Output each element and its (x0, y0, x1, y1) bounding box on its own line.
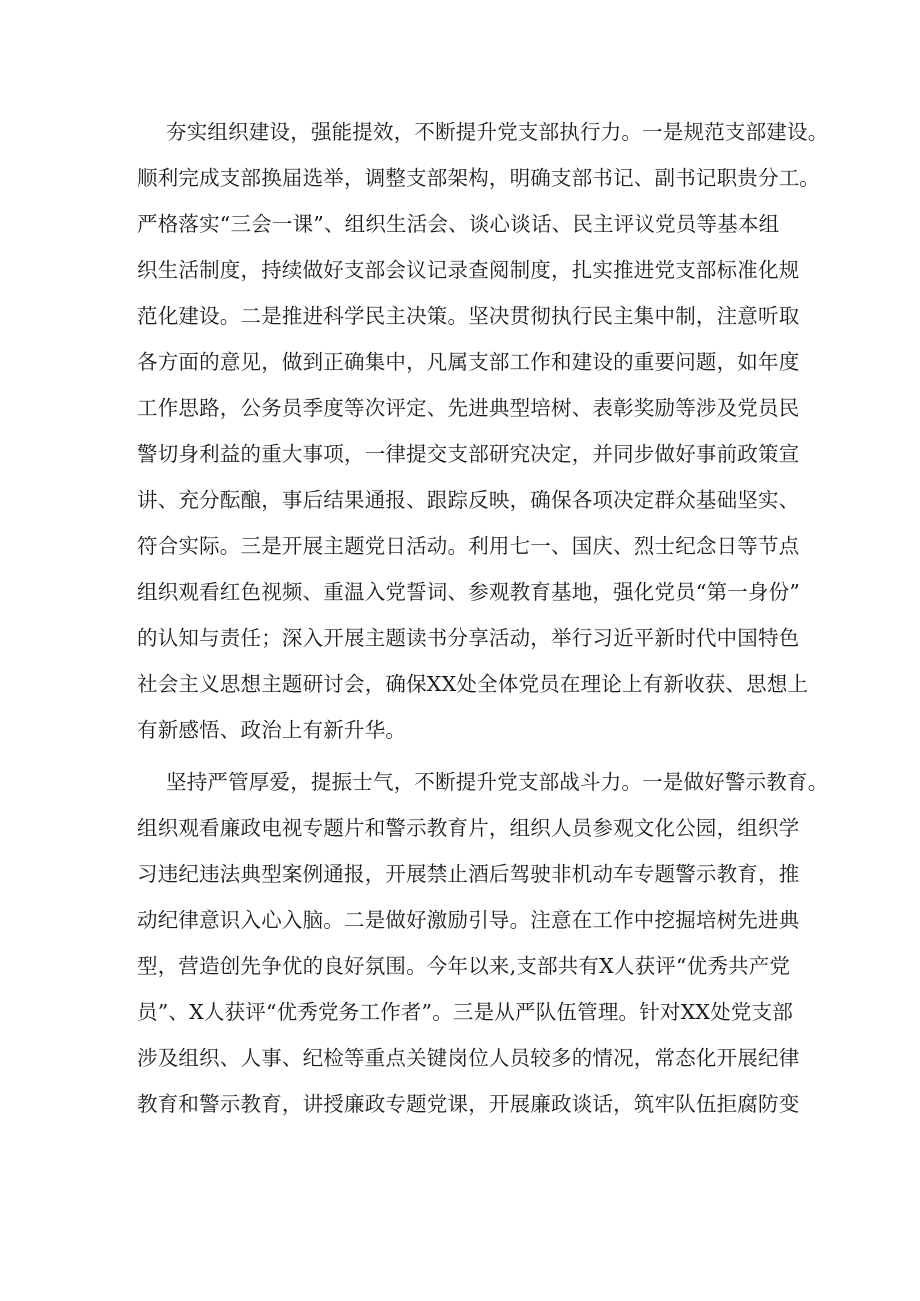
text-line: 社会主义思想主题研讨会，确保XX处全体党员在理论上有新收获、思想上 (137, 672, 809, 696)
text-line: 范化建设。二是推进科学民主决策。坚决贯彻执行民主集中制，注意听取 (137, 304, 800, 328)
text-line: 织生活制度，持续做好支部会议记录查阅制度，扎实推进党支部标准化规 (137, 258, 800, 282)
text-line: 的认知与责任；深入开展主题读书分享活动，举行习近平新时代中国特色 (137, 626, 800, 650)
text-line: 习违纪违法典型案例通报，开展禁止酒后驾驶非机动车专题警示教育，推 (137, 862, 800, 886)
text-line: 工作思路，公务员季度等次评定、先进典型培树、表彰奖励等涉及党员民 (137, 396, 800, 420)
text-line: 符合实际。三是开展主题党日活动。利用七一、国庆、烈士纪念日等节点 (137, 534, 800, 558)
text-line: 有新感悟、政治上有新升华。 (137, 718, 407, 742)
text-line: 严格落实“三会一课”、组织生活会、谈心谈话、民主评议党员等基本组 (137, 212, 780, 236)
text-line: 员”、X人获评“优秀党务工作者”。三是从严队伍管理。针对XX处党支部 (137, 1000, 794, 1024)
text-line: 夯实组织建设，强能提效，不断提升党支部执行力。一是规范支部建设。 (166, 120, 829, 144)
text-line: 警切身利益的重大事项，一律提交支部研究决定，并同步做好事前政策宣 (137, 442, 800, 466)
text-line: 教育和警示教育，讲授廉政专题党课，开展廉政谈话，筑牢队伍拒腐防变 (137, 1092, 800, 1116)
text-line: 坚持严管厚爱，提振士气，不断提升党支部战斗力。一是做好警示教育。 (166, 770, 829, 794)
text-line: 组织观看廉政电视专题片和警示教育片，组织人员参观文化公园，组织学 (137, 816, 800, 840)
text-line: 涉及组织、人事、纪检等重点关键岗位人员较多的情况，常态化开展纪律 (137, 1046, 800, 1070)
text-line: 型，营造创先争优的良好氛围。今年以来,支部共有X人获评“优秀共产党 (137, 954, 791, 978)
text-line: 各方面的意见，做到正确集中，凡属支部工作和建设的重要问题，如年度 (137, 350, 800, 374)
text-line: 顺利完成支部换届选举，调整支部架构，明确支部书记、副书记职贵分工。 (137, 166, 821, 190)
text-line: 组织观看红色视频、重温入党誓词、参观教育基地，强化党员“第一身份” (137, 580, 801, 604)
text-line: 讲、充分酝酿，事后结果通报、跟踪反映，确保各项决定群众基础坚实、 (137, 488, 800, 512)
text-line: 动纪律意识入心入脑。二是做好激励引导。注意在工作中挖掘培树先进典 (137, 908, 800, 932)
